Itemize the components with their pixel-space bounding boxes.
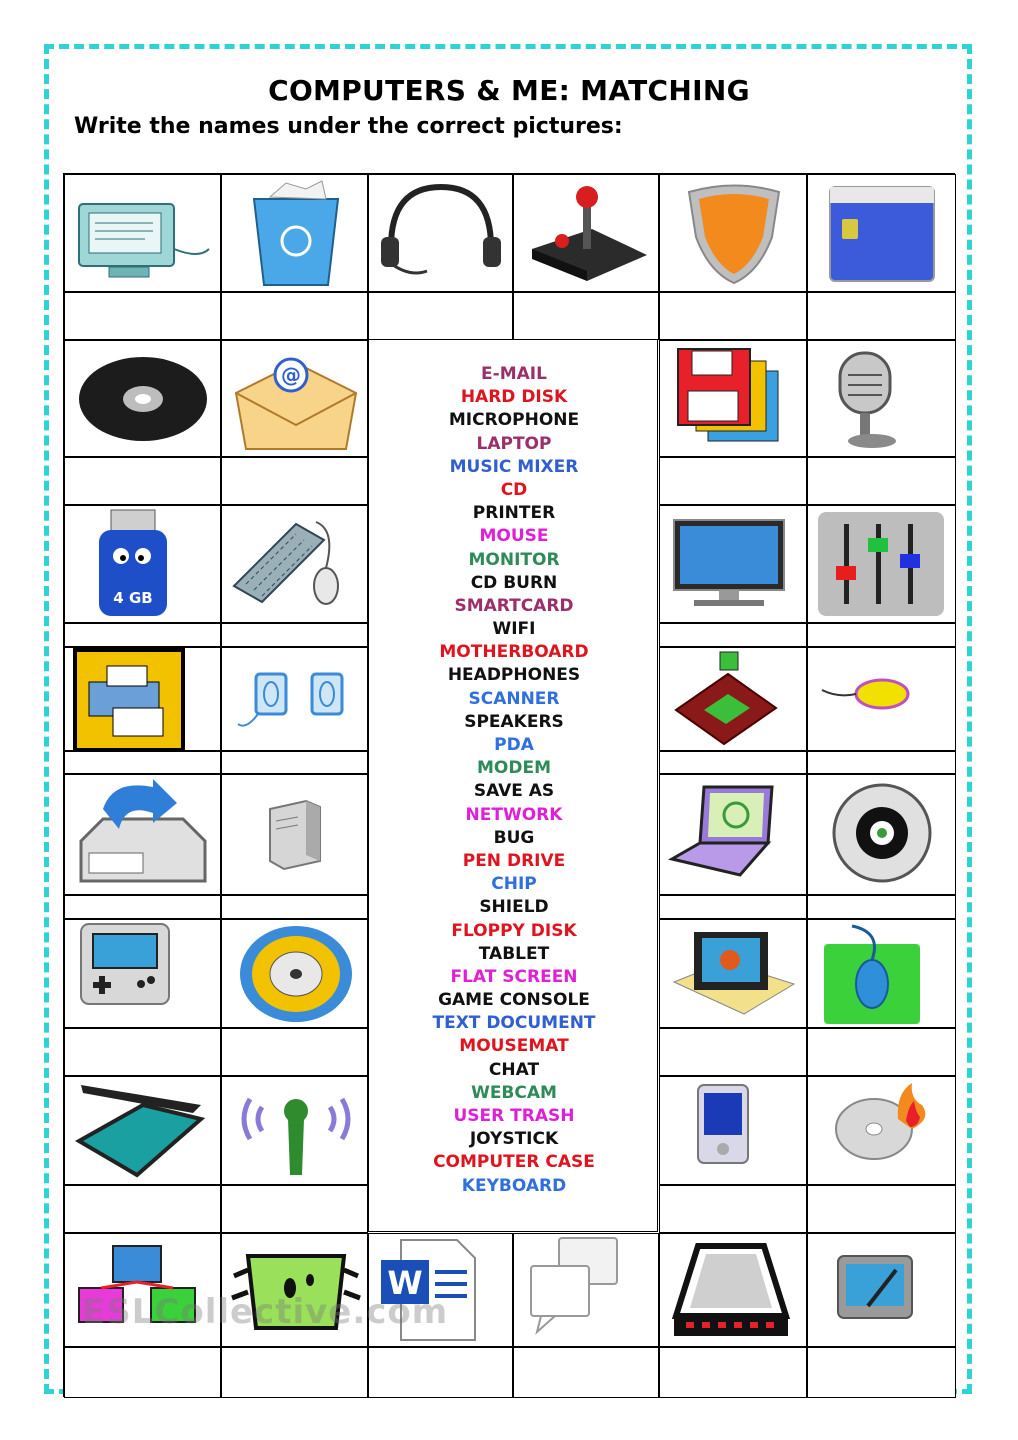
picture-microphone [807,340,956,457]
computer-bug-icon [664,922,804,1026]
modem-icon [664,1236,804,1344]
answer-blank[interactable] [64,751,221,774]
answer-blank[interactable] [807,1347,956,1398]
printer-icon [73,648,185,752]
worksheet-instructions: Write the names under the correct pictures: [74,114,623,139]
answer-blank[interactable] [221,751,368,774]
answer-blank[interactable] [659,457,807,505]
picture-printer [64,647,221,751]
answer-blank[interactable] [64,1028,221,1076]
music-mixer-sliders-icon [812,510,952,620]
answer-blank[interactable] [807,1185,956,1233]
word-bank [368,339,658,1232]
mouse-icon [812,650,952,750]
mousemat-icon [812,922,952,1026]
computer-case-tower-icon [226,779,366,891]
picture-tablet [807,1233,956,1347]
answer-blank[interactable] [221,1185,368,1233]
answer-blank[interactable] [659,1028,807,1076]
answer-blank[interactable] [64,457,221,505]
answer-blank[interactable] [64,895,221,919]
headset-icon [371,177,511,289]
chip-icon [664,650,804,750]
word-bank-item: TEXT DOCUMENT [432,1013,596,1034]
answer-blank[interactable] [807,292,956,340]
answer-blank[interactable] [221,895,368,919]
picture-speakers [221,647,368,751]
watermark: ESLCollective.com [82,1292,449,1332]
word-bank-item: PDA [494,735,534,755]
pen-drive-capacity-label: 4 GB [113,589,153,607]
scanner-icon [73,1079,213,1183]
answer-blank[interactable] [64,1185,221,1233]
word-bank-item: BUG [493,827,535,848]
picture-user-trash [221,174,368,292]
shield-icon [664,177,804,289]
picture-chip [659,647,807,751]
answer-blank[interactable] [807,623,956,647]
picture-mousemat [807,919,956,1028]
word-bank-item: HEADPHONES [447,665,581,686]
floppy-disk-icon [664,345,804,455]
usb-pen-drive-icon [73,508,213,620]
picture-keyboard [221,505,368,623]
graphics-tablet-icon [812,1236,952,1344]
word-bank-item: MOTHERBOARD [439,642,589,663]
answer-blank[interactable] [221,1028,368,1076]
answer-blank[interactable] [807,751,956,774]
answer-blank[interactable] [807,457,956,505]
hard-disk-icon [226,922,366,1026]
word-bank-list [369,363,659,1198]
picture-shield [659,174,807,292]
word-bank-item: USER TRASH [453,1106,575,1126]
word-bank-item: JOYSTICK [469,1129,559,1150]
answer-blank[interactable] [368,292,513,340]
word-bank-item: SCANNER [468,688,560,709]
picture-floppy-disk [659,340,807,457]
smartcard-icon [812,179,952,291]
svg-text:@: @ [281,363,301,387]
picture-mouse [807,647,956,751]
cd-burn-icon [812,1079,952,1183]
answer-blank[interactable] [659,751,807,774]
flat-screen-tv-icon [664,510,804,620]
word-bank-item: HARD DISK [460,387,568,408]
word-bank-item: CD [500,479,528,500]
answer-blank[interactable] [659,1347,807,1398]
word-bank-item: CHAT [488,1059,540,1080]
word-bank-item: MOUSEMAT [459,1036,569,1057]
wifi-antenna-icon [226,1079,366,1183]
word-bank-item: CD BURN [470,572,558,593]
chat-bubbles-icon [517,1236,657,1344]
picture-email [221,340,368,457]
word-bank-item: TABLET [478,943,550,964]
word-bank-item: FLAT SCREEN [450,966,578,987]
answer-blank[interactable] [368,1347,513,1398]
speakers-icon [226,650,366,750]
picture-chat [513,1233,659,1347]
pda-device-icon [664,1079,804,1183]
word-bank-item: SPEAKERS [464,711,564,732]
answer-blank[interactable] [221,623,368,647]
answer-blank[interactable] [513,292,659,340]
answer-blank[interactable] [221,457,368,505]
word-bank-item: PRINTER [472,503,556,524]
game-console-icon [73,922,213,1026]
answer-blank[interactable] [221,292,368,340]
picture-music-mixer [807,505,956,623]
picture-wifi [221,1076,368,1185]
answer-blank[interactable] [221,1347,368,1398]
answer-blank[interactable] [659,895,807,919]
save-as-drive-icon [73,779,213,891]
answer-blank[interactable] [659,292,807,340]
word-bank-item: MONITOR [468,549,560,570]
picture-game-console [64,919,221,1028]
word-bank-item: KEYBOARD [461,1175,567,1196]
word-bank-item: MICROPHONE [448,410,580,431]
joystick-icon [517,177,657,289]
word-bank-item: GAME CONSOLE [438,990,590,1011]
word-bank-item: E-MAIL [481,364,547,384]
answer-blank[interactable] [64,623,221,647]
word-bank-item: MOUSE [479,526,549,547]
picture-laptop [659,774,807,895]
picture-modem [659,1233,807,1347]
word-bank-item: SHIELD [479,897,549,918]
answer-blank[interactable] [807,895,956,919]
word-bank-item: FLOPPY DISK [451,920,577,941]
picture-monitor [64,174,221,292]
word-bank-item: COMPUTER CASE [433,1152,595,1173]
picture-save-as [64,774,221,895]
word-bank-item: WIFI [492,619,536,640]
svg-text:W: W [387,1264,423,1302]
keyboard-and-mouse-icon [226,510,366,620]
answer-blank[interactable] [513,1347,659,1398]
word-bank-item: SAVE AS [473,781,555,802]
picture-webcam [807,774,956,895]
word-bank-item: PEN DRIVE [462,850,566,871]
picture-scanner [64,1076,221,1185]
monitor-icon [69,179,219,289]
picture-headphones [368,174,513,292]
picture-bug [659,919,807,1028]
picture-flat-screen [659,505,807,623]
cd-disc-icon [73,349,213,449]
picture-cd [64,340,221,457]
word-bank-item: CHIP [491,874,537,895]
email-envelope-icon [226,345,366,455]
picture-pda [659,1076,807,1185]
picture-cd-burn [807,1076,956,1185]
picture-pen-drive [64,505,221,623]
microphone-icon [812,345,952,455]
picture-hard-disk [221,919,368,1028]
word-bank-item: WEBCAM [471,1082,557,1103]
answer-blank[interactable] [659,1185,807,1233]
webcam-icon [812,779,952,891]
picture-smartcard [807,174,956,292]
trash-bin-icon [226,177,366,289]
answer-blank[interactable] [64,1347,221,1398]
worksheet-title: COMPUTERS & ME: MATCHING [268,74,750,107]
laptop-icon [664,779,804,891]
answer-blank[interactable] [659,623,807,647]
word-bank-item: LAPTOP [476,433,552,454]
word-bank-item: NETWORK [465,804,563,825]
picture-joystick [513,174,659,292]
answer-blank[interactable] [807,1028,956,1076]
picture-computer-case [221,774,368,895]
word-bank-item: MUSIC MIXER [449,456,579,477]
answer-blank[interactable] [64,292,221,340]
word-bank-item: SMARTCARD [454,595,574,616]
word-bank-item: MODEM [476,758,551,779]
